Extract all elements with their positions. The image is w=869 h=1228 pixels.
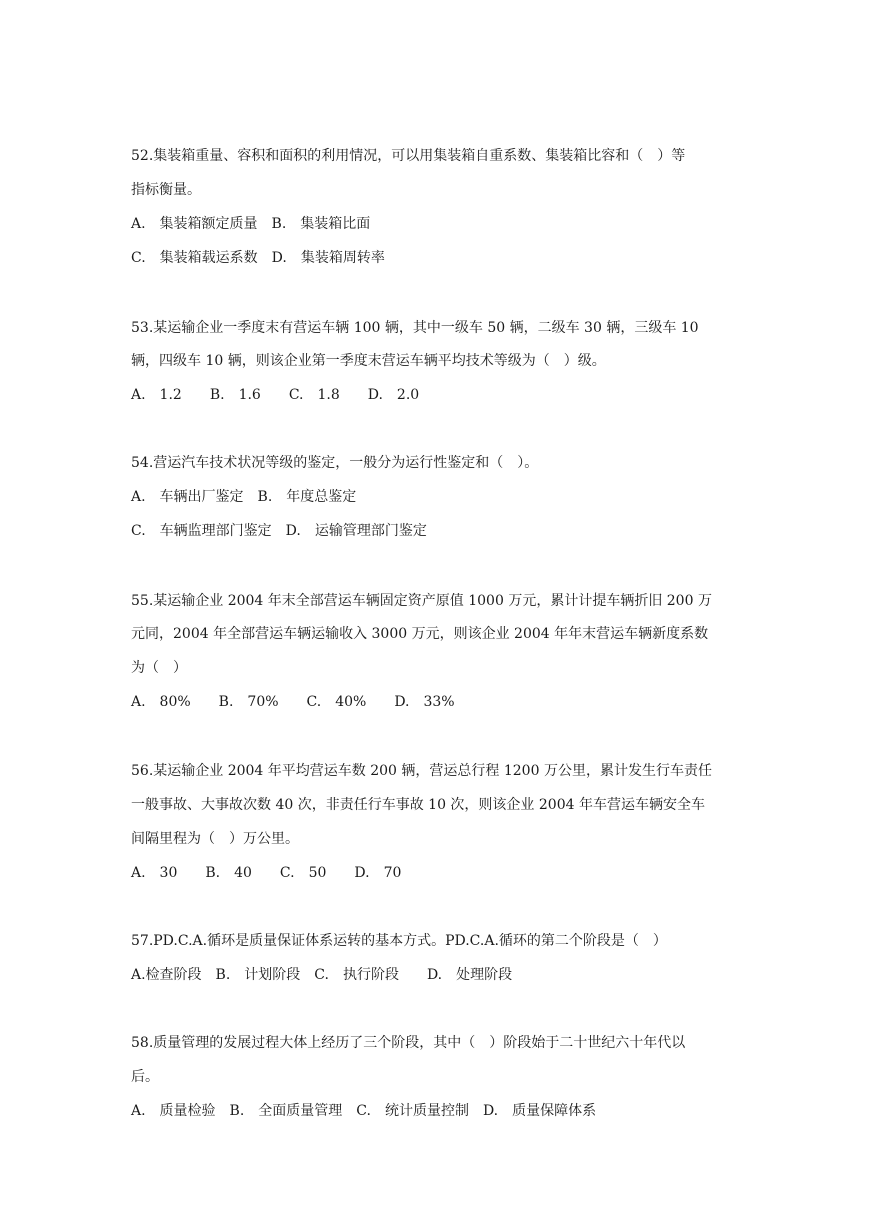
question-text: 辆，四级车 10 辆，则该企业第一季度末营运车辆平均技术等级为（ ）级。 xyxy=(131,353,606,369)
question-text: 元同，2004 年全部营运车辆运输收入 3000 万元，则该企业 2004 年年末营运车辆新度系数 xyxy=(131,626,709,642)
question-text: 间隔里程为（ ）万公里。 xyxy=(131,831,299,847)
question-text: 一般事故、大事故次数 40 次，非责任行车事故 10 次，则该企业 2004 年车营运车辆安全车 xyxy=(131,797,705,813)
answer-options: C. 集装箱载运系数 D. 集装箱周转率 xyxy=(131,250,385,266)
question-text: 58.质量管理的发展过程大体上经历了三个阶段，其中（ ）阶段始于二十世纪六十年代以 xyxy=(131,1035,686,1051)
question-text: 54.营运汽车技术状况等级的鉴定，一般分为运行性鉴定和（ ）。 xyxy=(131,455,539,471)
answer-options: A. 1.2 B. 1.6 C. 1.8 D. 2.0 xyxy=(131,387,420,403)
question-text: 55.某运输企业 2004 年末全部营运车辆固定资产原值 1000 万元，累计计提车辆折旧 200 万 xyxy=(131,593,712,609)
question-text: 后。 xyxy=(131,1069,159,1085)
answer-options: A. 集装箱额定质量 B. 集装箱比面 xyxy=(131,216,371,232)
answer-options: A. 车辆出厂鉴定 B. 年度总鉴定 xyxy=(131,489,357,505)
question-text: 为（ ） xyxy=(131,660,187,676)
question-text: 53.某运输企业一季度末有营运车辆 100 辆，其中一级车 50 辆，二级车 30 辆，三级车 10 xyxy=(131,320,699,336)
answer-options: A.检查阶段 B. 计划阶段 C. 执行阶段 D. 处理阶段 xyxy=(131,967,513,983)
answer-options: C. 车辆监理部门鉴定 D. 运输管理部门鉴定 xyxy=(131,523,427,539)
question-text: 52.集装箱重量、容积和面积的利用情况，可以用集装箱自重系数、集装箱比容和（ ）等 xyxy=(131,148,686,164)
question-text: 指标衡量。 xyxy=(131,182,201,198)
answer-options: A. 质量检验 B. 全面质量管理 C. 统计质量控制 D. 质量保障体系 xyxy=(131,1103,597,1119)
answer-options: A. 80% B. 70% C. 40% D. 33% xyxy=(131,694,455,710)
answer-options: A. 30 B. 40 C. 50 D. 70 xyxy=(131,865,402,881)
question-text: 56.某运输企业 2004 年平均营运车数 200 辆，营运总行程 1200 万公里，累计发生行车责任 xyxy=(131,763,712,779)
question-text: 57.PD.C.A.循环是质量保证体系运转的基本方式。PD.C.A.循环的第二个阶段是（ ） xyxy=(131,933,667,949)
